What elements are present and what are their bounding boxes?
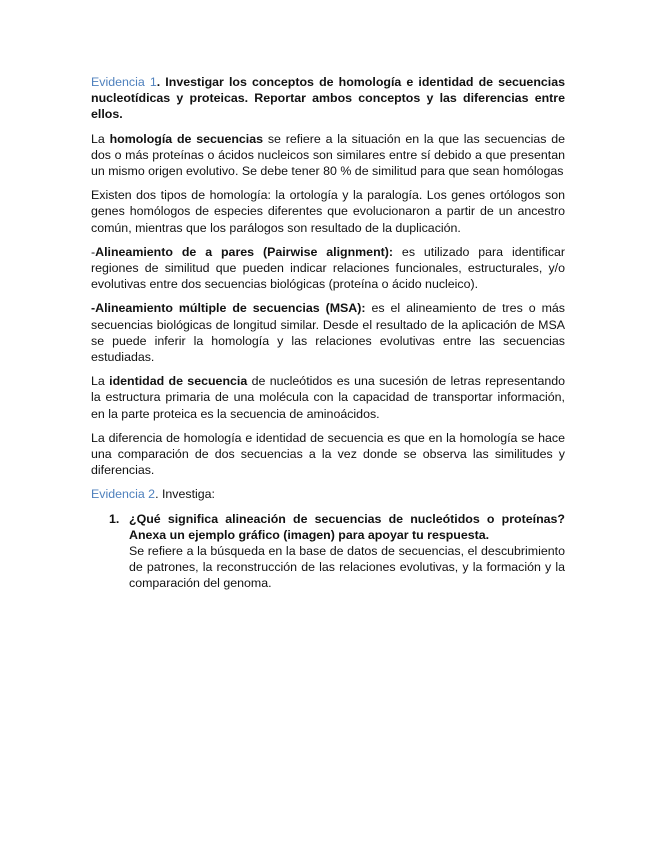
evidence-2-label: Evidencia 2 [91, 487, 156, 502]
term-msa: -Alineamiento múltiple de secuencias (MSA): [91, 301, 366, 316]
term-identity: identidad de secuencia [109, 374, 248, 389]
paragraph-text: es utilizado para identificar regiones de similitud que pueden indicar relaciones funcionales, estructurales, y/o evolutivas entre dos secuencias biológicas (proteína o ácido nucleico). [91, 244, 565, 292]
paragraph-text: de nucleótidos es una sucesión de letras representando la estructura primaria de una molécula con la capacidad de transportar información, en la parte proteica es la secuencia de aminoácidos. [91, 374, 566, 421]
evidence-1-heading [91, 74, 565, 123]
list-item-question-1 [109, 511, 565, 592]
paragraph-text: es el alineamiento de tres o más secuencias biológicas de longitud similar. Desde el resultado de la aplicación de MSA se puede inferir la homología y las relaciones evolutivas entre las secuencias estudiadas. [91, 301, 566, 365]
paragraph-homology [91, 131, 565, 180]
term-homology: homología de secuencias [109, 131, 264, 146]
paragraph-prefix: - [91, 244, 96, 259]
evidence-2-text: . Investiga: [155, 487, 215, 502]
paragraph-homology-types: Existen dos tipos de homología: la ortología y la paralogía. Los genes ortólogos son genes homólogos de especies diferentes que evolucionaron a partir de un ancestro común, mientras que los parálogos son resultado de la duplicación. [91, 188, 565, 235]
answer-text: Se refiere a la búsqueda en la base de datos de secuencias, el descubrimiento de patrones, la reconstrucción de las relaciones evolutivas, y la formación y la comparación del genoma. [129, 544, 565, 591]
evidence-1-title: . Investigar los conceptos de homología e identidad de secuencias nucleotídicas y proteicas. Reportar ambos conceptos y las diferencias entre ellos. [91, 75, 565, 122]
paragraph-pairwise [91, 244, 565, 293]
paragraph-prefix: La [91, 131, 110, 146]
evidence-1-label: Evidencia 1 [91, 75, 157, 89]
paragraph-difference: La diferencia de homología e identidad de secuencia es que en la homología se hace una comparación de dos secuencias a la vez donde se observa las similitudes y diferencias. [91, 430, 565, 478]
question-text: ¿Qué significa alineación de secuencias de nucleótidos o proteínas? Anexa un ejemplo gráfico (imagen) para apoyar tu respuesta. [129, 511, 565, 542]
paragraph-msa [91, 300, 565, 365]
paragraph-prefix: La [91, 374, 110, 389]
paragraph-identity [91, 373, 565, 422]
evidence-2-heading [91, 486, 565, 502]
list-number: 1. [109, 511, 120, 526]
paragraph-text: se refiere a la situación en la que las secuencias de dos o más proteínas o ácidos nucleicos son similares entre sí debido a que presentan un mismo origen evolutivo. Se debe tener 80 % de similitud para que sean homólogas [91, 131, 565, 179]
term-pairwise: Alineamiento de a pares (Pairwise alignment): [95, 244, 394, 259]
